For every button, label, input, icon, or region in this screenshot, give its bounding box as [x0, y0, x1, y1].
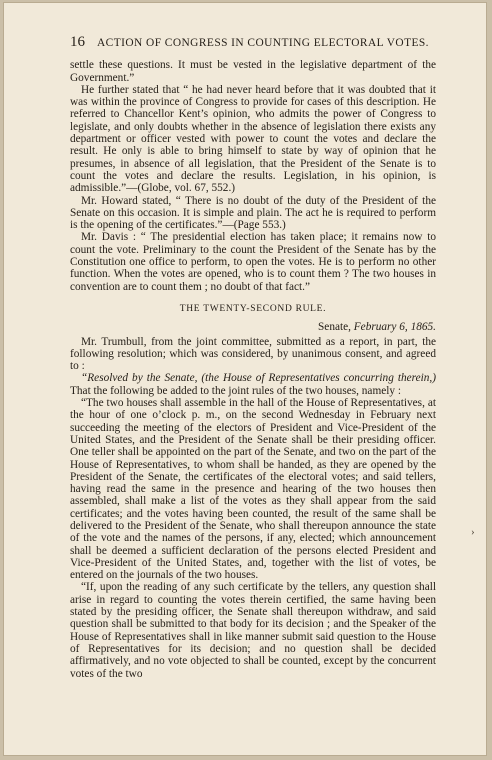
- dateline: [70, 321, 436, 333]
- paragraph-rule-assembly: “The two houses shall assemble in the hall of the House of Representatives, at the hour of one o’clock p. m., on the second Wednesday in February next succeeding the meeting of the electors of President and Vice-President of the United States, and the President of the Senate shall be their presiding officer. One teller shall be appointed on the part of the Senate, and two on the part of the House of Representatives, to whom shall be handed, as they are opened by the President of the Senate, the certificates of the electoral votes; and said tellers, having read the same in the presence and hearing of the two houses then assembled, shall make a list of the votes as they shall appear from the said certificates; and the votes having been counted, the result of the same shall be delivered to the President of the Senate, who shall thereupon announce the state of the vote and the names of the persons, if any, elected; which announcement shall be deemed a sufficient declaration of the persons elected President and Vice-President of the United States, and, together with the list of votes, be entered on the journals of the two houses.: [70, 397, 436, 582]
- text-column: [70, 36, 436, 680]
- paragraph-kent-opinion: He further stated that “ he had never heard before that it was doubted that it was within the province of Congress to provide for cases of this description. He referred to Chancellor Kent’s opinion, who admits the power of Congress to legislate, and only doubts whether in the absence of legislation there exists any department or officer vested with power to count the votes and declare the result. He only is able to bring himself to state by way of opinion that he presumes, in absence of all legislation, that the President of the Senate is to count the votes and declare the results. Legislation, in his opinion, is admissible.”—(Globe, vol. 67, 552.): [70, 83, 436, 195]
- section-title: THE TWENTY-SECOND RULE.: [179, 303, 327, 314]
- paragraph-howard: Mr. Howard stated, “ There is no doubt of the duty of the President of the Senate on this occasion. It is simple and plain. The act he is required to perform is the opening of the certificates.”—(Page 553.): [70, 194, 436, 232]
- dateline-date: February 6, 1865.: [353, 321, 436, 334]
- running-head: ACTION OF CONGRESS IN COUNTING ELECTORAL VOTES.: [97, 37, 429, 49]
- paragraph-rule-questions: “If, upon the reading of any such certificate by the tellers, any question shall arise in regard to counting the votes therein certified, the same having been stated by the presiding officer, the Senate shall thereupon withdraw, and said question shall be submitted to that body for its decision ; and the Speaker of the House of Representatives shall in like manner submit said question to the House of Representatives for its decision; and no question shall be decided affirmatively, and no vote objected to shall be counted, except by the concurrent votes of the two: [70, 581, 436, 680]
- paragraph-continuation: settle these questions. It must be vested in the legislative department of the Government.”: [70, 59, 436, 84]
- resolved-rest: That the following be added to the joint rules of the two houses, namely :: [70, 384, 401, 397]
- margin-mark: ›: [471, 526, 475, 538]
- page-header: [70, 36, 436, 49]
- book-page: [3, 2, 487, 756]
- resolved-lead: “Resolved by the Senate, (the House of Representatives concurring therein,): [81, 372, 436, 385]
- paragraph-trumbull: Mr. Trumbull, from the joint committee, submitted as a report, in part, the following resolution; which was considered, by unanimous consent, and agreed to :: [70, 335, 436, 373]
- dateline-place: Senate,: [318, 321, 351, 334]
- page-number: 16: [70, 34, 85, 50]
- paragraph-resolved: [70, 372, 436, 397]
- paragraph-davis: Mr. Davis : “ The presidential election has taken place; it remains now to count the vote. Preliminary to the count the President of the Senate has by the Constitution one office to perform, to open the votes. He is to perform no other function. When the votes are opened, who is to count them ? The two houses in convention are to count them ; no doubt of that fact.”: [70, 231, 436, 293]
